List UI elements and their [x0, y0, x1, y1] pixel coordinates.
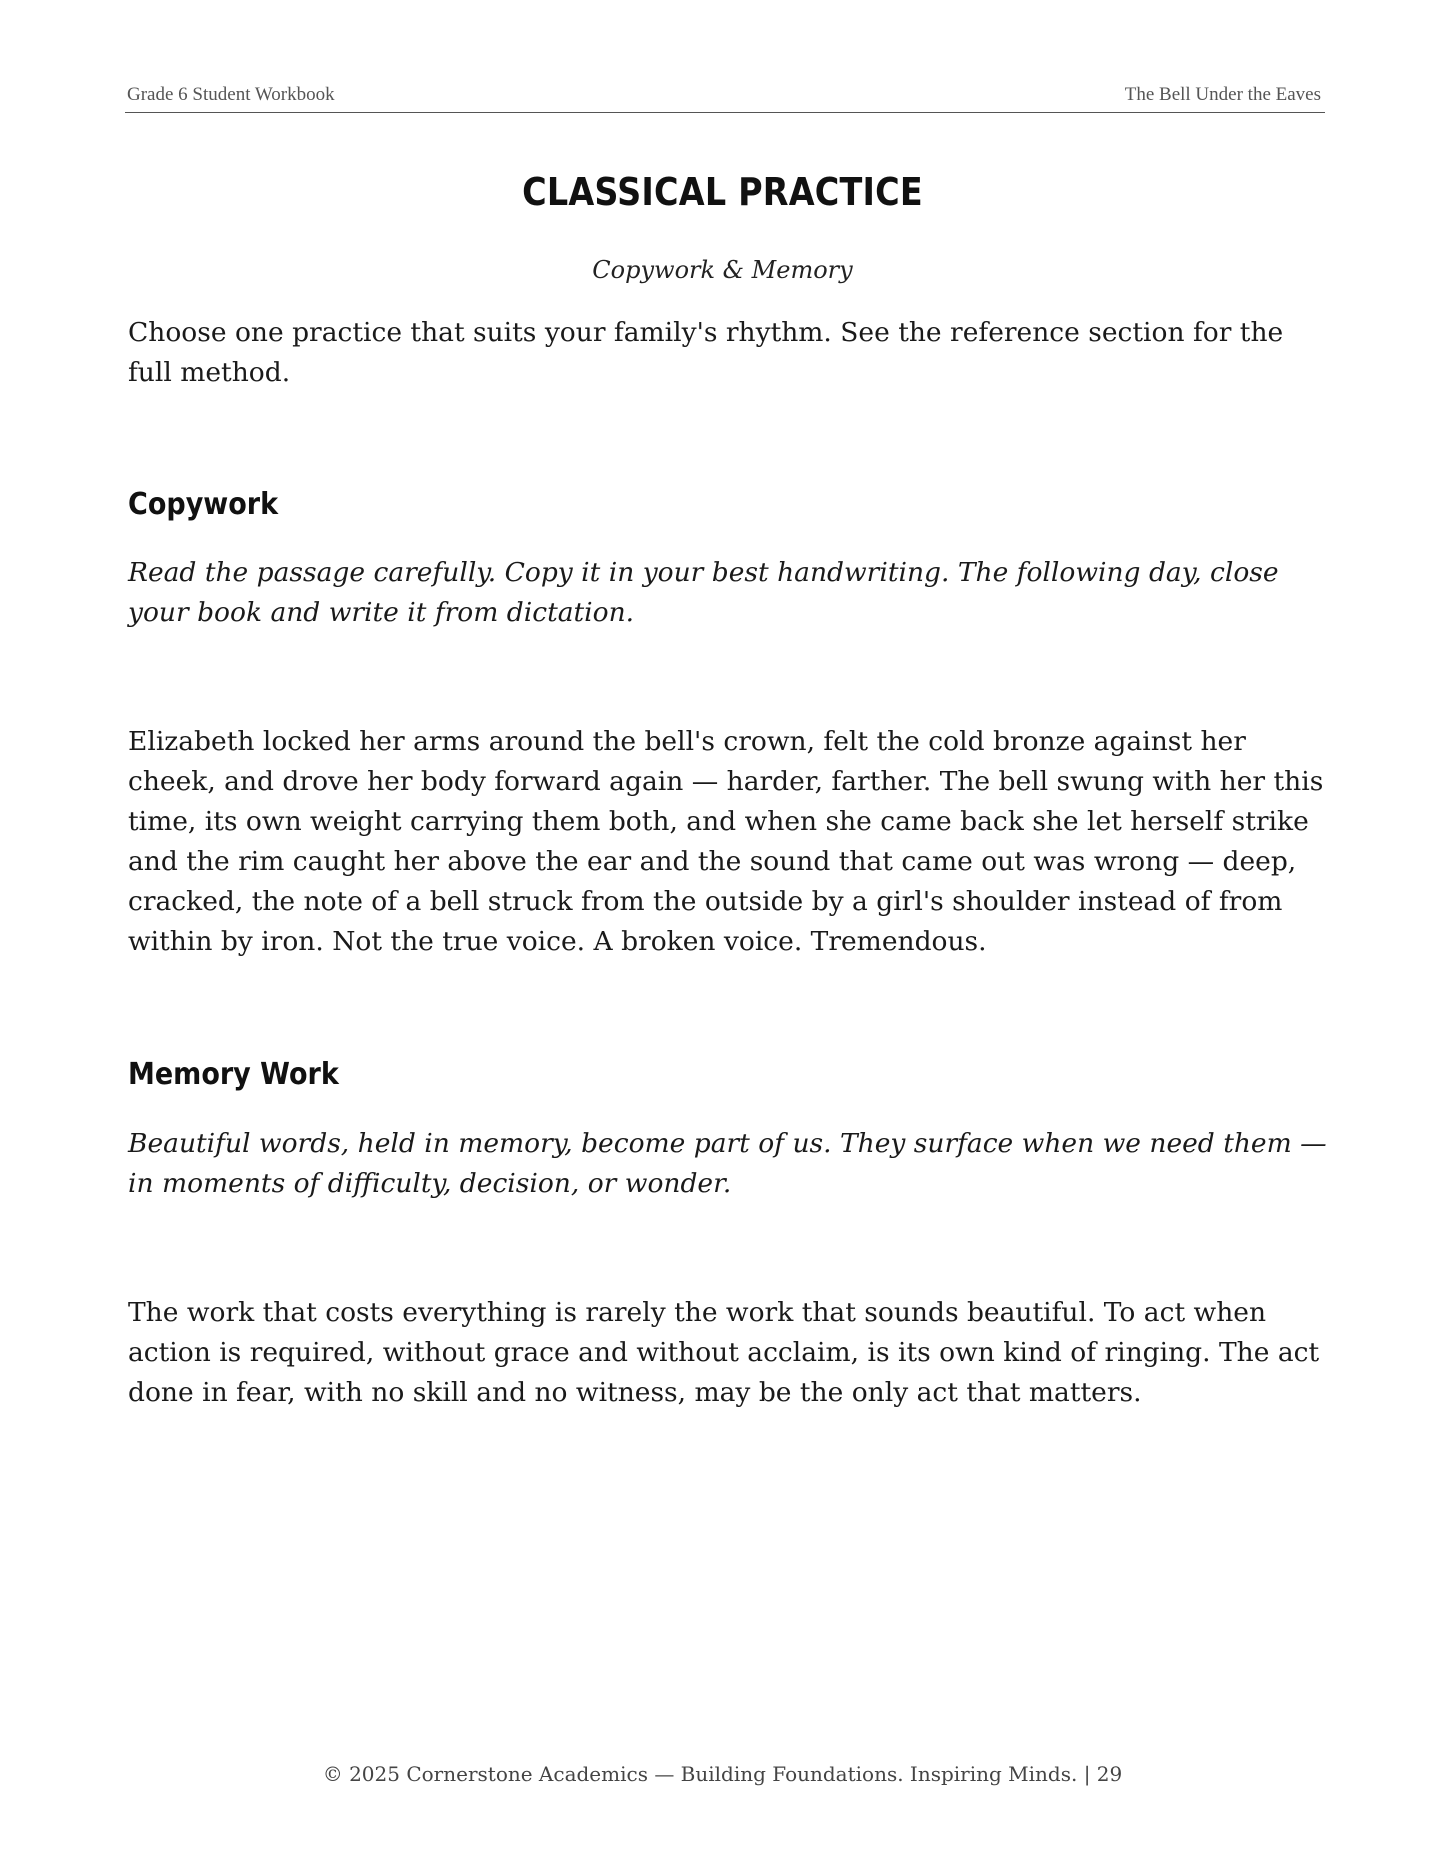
- copywork-instructions: Read the passage carefully. Copy it in your best handwriting. The following day, close your book and write it from dictation.: [128, 557, 1279, 628]
- copywork-passage: Elizabeth locked her arms around the bell's crown, felt the cold bronze against her cheek, and drove her body forward again — harder, farther. The bell swung with her this time, its own weight carrying them both, and when she came back she let herself strike and the rim caught her above the ear and the sound that came out was wrong — deep, cracked, the note of a bell struck from the outside by a girl's shoulder instead of from within by iron. Not the true voice. A broken voice. Tremendous.: [128, 726, 1324, 957]
- copywork-heading: Copywork: [128, 487, 279, 522]
- memory-work-passage: The work that costs everything is rarely the work that sounds beautiful. To act when action is required, without grace and without acclaim, is its own kind of ringing. The act done in fear, with no skill and no witness, may be the only act that matters.: [128, 1297, 1320, 1408]
- running-header: [125, 84, 1325, 113]
- page-footer: © 2025 Cornerstone Academics — Building Foundations. Inspiring Minds. | 29: [322, 1762, 1123, 1786]
- memory-work-instructions: Beautiful words, held in memory, become part of us. They surface when we need them — in moments of difficulty, decision, or wonder.: [128, 1128, 1327, 1199]
- page-subtitle: Copywork & Memory: [592, 256, 853, 284]
- memory-work-heading: Memory Work: [128, 1057, 339, 1092]
- header-workbook-title: Grade 6 Student Workbook: [127, 84, 335, 105]
- header-story-title: The Bell Under the Eaves: [1124, 84, 1321, 105]
- page-title: CLASSICAL PRACTICE: [522, 170, 923, 214]
- intro-paragraph: Choose one practice that suits your family's rhythm. See the reference section for the full method.: [128, 317, 1284, 388]
